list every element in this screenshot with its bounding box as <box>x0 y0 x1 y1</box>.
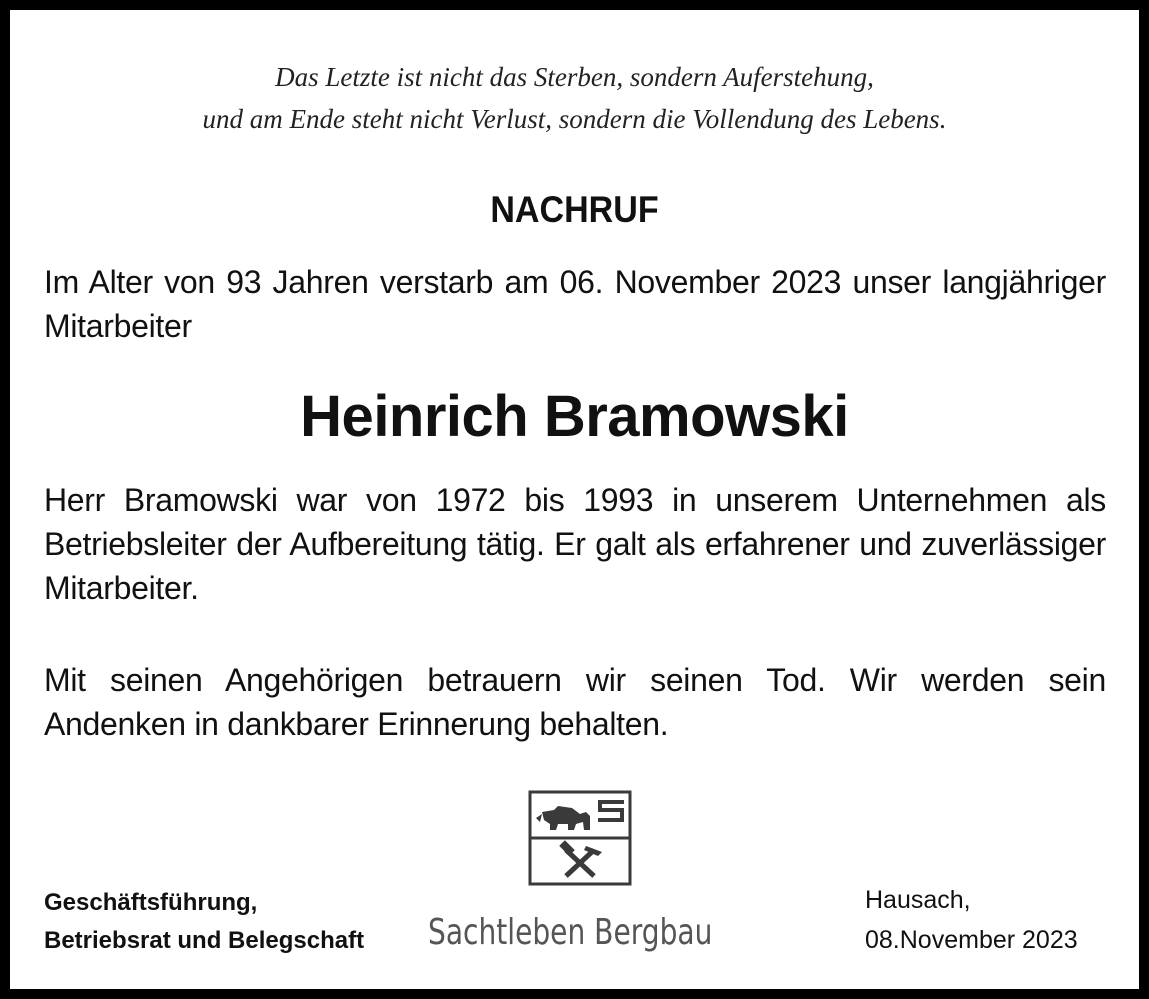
memorial-quote <box>30 56 1119 140</box>
date: 08.November 2023 <box>865 926 1078 954</box>
place-and-date <box>865 880 1078 960</box>
intro-text: Im Alter von 93 Jahren verstarb am 06. November 2023 unser langjähriger Mitarbeiter <box>44 264 1106 344</box>
signatory-line-2: Betriebsrat und Belegschaft <box>44 927 365 954</box>
company-name: Sachtleben Bergbau <box>428 912 713 953</box>
quote-line-2: und am Ende steht nicht Verlust, sondern die Vollendung des Lebens. <box>202 104 947 134</box>
deceased-name: Heinrich Bramowski <box>300 384 849 449</box>
lion-hammer-pick-crest-icon <box>528 790 632 886</box>
notice-heading: NACHRUF <box>490 189 659 230</box>
signatories <box>44 884 364 960</box>
career-paragraph: Herr Bramowski war von 1972 bis 1993 in unserem Unternehmen als Betriebsleiter der Aufbereitung tätig. Er galt als erfahrener und zuverlässiger Mitarbeiter. <box>44 482 1106 606</box>
quote-line-1: Das Letzte ist nicht das Sterben, sondern Auferstehung, <box>275 62 874 92</box>
signatory-line-1: Geschäftsführung, <box>44 889 258 916</box>
place: Hausach, <box>865 886 971 914</box>
condolence-paragraph: Mit seinen Angehörigen betrauern wir seinen Tod. Wir werden sein Andenken in dankbarer Erinnerung behalten. <box>44 662 1106 742</box>
